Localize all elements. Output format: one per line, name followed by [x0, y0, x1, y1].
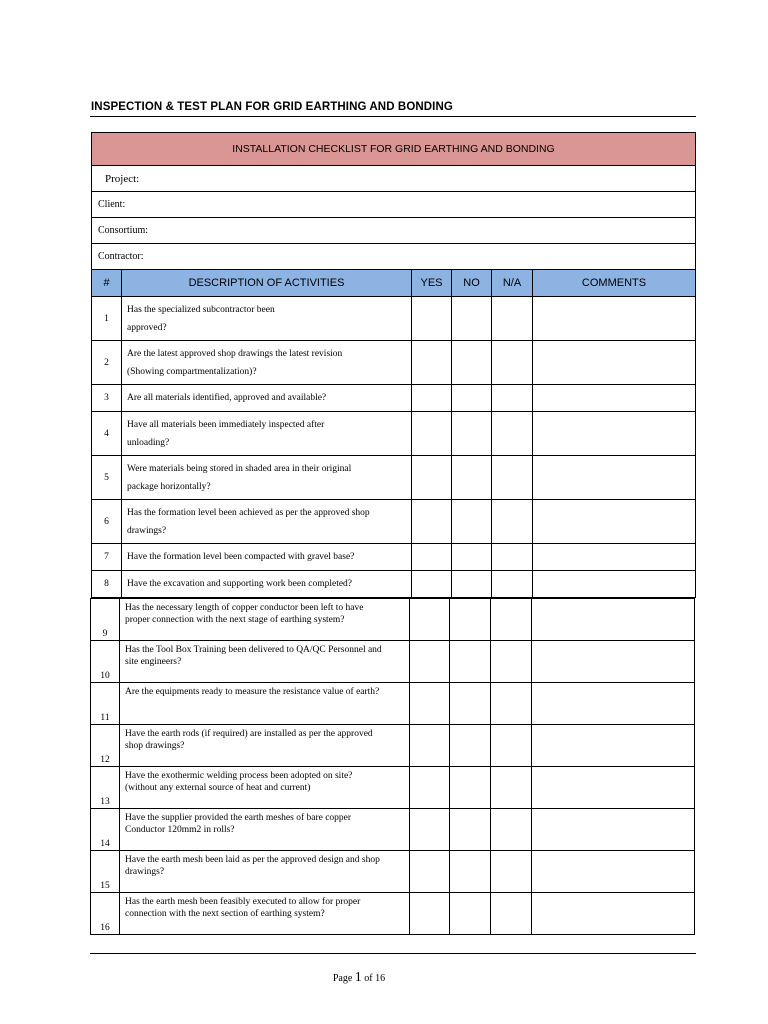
activity-line-2: unloading? — [127, 437, 170, 448]
yes-cell[interactable] — [410, 809, 450, 851]
no-cell[interactable] — [452, 544, 492, 571]
na-cell[interactable] — [492, 571, 533, 598]
activity-line-1: Has the formation level been achieved as per the approved shop — [127, 507, 370, 518]
row-number: 8 — [92, 571, 122, 598]
activity-line-1: Have the supplier provided the earth meshes of bare copper — [125, 813, 352, 823]
checklist-row — [91, 851, 695, 893]
checklist-row — [91, 767, 695, 809]
comments-cell[interactable] — [533, 412, 696, 456]
na-cell[interactable] — [491, 809, 532, 851]
na-cell[interactable] — [491, 767, 532, 809]
row-number: 3 — [92, 385, 122, 412]
checklist-row — [92, 456, 696, 500]
na-cell[interactable] — [491, 641, 532, 683]
no-cell[interactable] — [450, 599, 491, 641]
column-header-row — [92, 270, 696, 297]
checklist-row — [91, 641, 695, 683]
comments-cell[interactable] — [533, 500, 696, 544]
activity-description — [120, 599, 410, 641]
activity-line-1: Have the excavation and supporting work been completed? — [127, 579, 353, 589]
checklist-row — [91, 683, 695, 725]
yes-cell[interactable] — [412, 412, 452, 456]
na-cell[interactable] — [491, 725, 532, 767]
column-header-na: N/A — [492, 270, 533, 297]
checklist-row — [91, 599, 695, 641]
na-cell[interactable] — [492, 500, 533, 544]
activity-line-2: drawings? — [127, 525, 167, 536]
comments-cell[interactable] — [532, 683, 695, 725]
activity-description — [120, 683, 410, 725]
footer-rule — [90, 953, 696, 954]
yes-cell[interactable] — [410, 725, 450, 767]
row-number: 9 — [91, 599, 120, 641]
activity-description — [122, 544, 412, 571]
activity-line-2: site engineers? — [125, 656, 182, 667]
row-number: 7 — [92, 544, 122, 571]
no-cell[interactable] — [452, 500, 492, 544]
activity-line-1: Are all materials identified, approved and available? — [127, 393, 327, 403]
no-cell[interactable] — [452, 456, 492, 500]
row-number: 16 — [91, 893, 120, 935]
page-number — [0, 970, 718, 986]
no-cell[interactable] — [450, 767, 491, 809]
no-cell[interactable] — [452, 412, 492, 456]
yes-cell[interactable] — [412, 500, 452, 544]
activity-line-2: proper connection with the next stage of earthing system? — [125, 614, 345, 625]
column-header-number: # — [92, 270, 122, 297]
no-cell[interactable] — [450, 893, 491, 935]
comments-cell[interactable] — [532, 809, 695, 851]
na-cell[interactable] — [491, 683, 532, 725]
activity-line-1: Were materials being stored in shaded area in their original — [127, 463, 352, 474]
row-number: 13 — [91, 767, 120, 809]
activity-line-1: Have the formation level been compacted with gravel base? — [127, 552, 355, 562]
activity-line-2: Conductor 120mm2 in rolls? — [125, 824, 235, 835]
row-number: 15 — [91, 851, 120, 893]
activity-line-2: (Showing compartmentalization)? — [127, 366, 257, 377]
activity-line-2: shop drawings? — [125, 740, 185, 751]
na-cell[interactable] — [492, 385, 533, 412]
row-number: 10 — [91, 641, 120, 683]
checklist-title-band: INSTALLATION CHECKLIST FOR GRID EARTHING AND BONDING — [92, 133, 696, 166]
no-cell[interactable] — [450, 851, 491, 893]
comments-cell[interactable] — [533, 544, 696, 571]
document-title: INSPECTION & TEST PLAN FOR GRID EARTHING AND BONDING — [91, 101, 453, 113]
activity-line-1: Are the equipments ready to measure the resistance value of earth? — [125, 687, 380, 697]
activity-line-1: Have the earth rods (if required) are installed as per the approved — [125, 729, 373, 739]
activity-line-1: Have the exothermic welding process been adopted on site? — [125, 771, 353, 781]
activity-description — [120, 725, 410, 767]
activity-description — [122, 456, 412, 500]
activity-description — [122, 385, 412, 412]
activity-description — [120, 641, 410, 683]
comments-cell[interactable] — [533, 297, 696, 341]
client-field[interactable]: Client: — [92, 192, 696, 218]
yes-cell[interactable] — [410, 851, 450, 893]
comments-cell[interactable] — [532, 641, 695, 683]
activity-description — [122, 500, 412, 544]
na-cell[interactable] — [491, 851, 532, 893]
yes-cell[interactable] — [412, 456, 452, 500]
title-underline — [90, 116, 696, 117]
yes-cell[interactable] — [410, 683, 450, 725]
no-cell[interactable] — [452, 571, 492, 598]
comments-cell[interactable] — [532, 767, 695, 809]
page-total: of 16 — [364, 973, 386, 984]
no-cell[interactable] — [450, 809, 491, 851]
na-cell[interactable] — [491, 893, 532, 935]
activity-line-1: Are the latest approved shop drawings the latest revision — [127, 348, 343, 359]
activity-line-2: connection with the next section of earthing system? — [125, 908, 325, 919]
checklist-row — [92, 500, 696, 544]
activity-line-2: approved? — [127, 322, 167, 333]
na-cell[interactable] — [492, 544, 533, 571]
project-field[interactable]: Project: — [92, 166, 696, 192]
yes-cell[interactable] — [410, 767, 450, 809]
page-prefix: Page — [332, 973, 353, 984]
yes-cell[interactable] — [410, 641, 450, 683]
activity-description — [120, 767, 410, 809]
activity-description — [122, 341, 412, 385]
activity-line-2: drawings? — [125, 866, 165, 877]
activity-line-1: Has the Tool Box Training been delivered to QA/QC Personnel and — [125, 645, 382, 655]
row-number: 5 — [92, 456, 122, 500]
activity-line-2: (without any external source of heat and current) — [125, 782, 311, 793]
comments-cell[interactable] — [533, 571, 696, 598]
checklist-table-lower — [90, 598, 695, 935]
comments-cell[interactable] — [532, 893, 695, 935]
checklist-row — [91, 809, 695, 851]
checklist-row — [92, 544, 696, 571]
column-header-description: DESCRIPTION OF ACTIVITIES — [122, 270, 412, 297]
no-cell[interactable] — [450, 641, 491, 683]
no-cell[interactable] — [452, 297, 492, 341]
yes-cell[interactable] — [412, 341, 452, 385]
activity-line-1: Has the earth mesh been feasibly executed to allow for proper — [125, 897, 361, 907]
checklist-row — [92, 341, 696, 385]
comments-cell[interactable] — [532, 599, 695, 641]
checklist-table-upper — [91, 132, 696, 598]
na-cell[interactable] — [491, 599, 532, 641]
activity-line-1: Have all materials been immediately inspected after — [127, 419, 325, 430]
checklist-row — [92, 412, 696, 456]
checklist-row — [92, 571, 696, 598]
activity-description — [120, 893, 410, 935]
checklist-row — [91, 725, 695, 767]
comments-cell[interactable] — [533, 456, 696, 500]
no-cell[interactable] — [452, 385, 492, 412]
row-number: 4 — [92, 412, 122, 456]
row-number: 6 — [92, 500, 122, 544]
no-cell[interactable] — [452, 341, 492, 385]
comments-cell[interactable] — [532, 851, 695, 893]
yes-cell[interactable] — [412, 571, 452, 598]
yes-cell[interactable] — [410, 599, 450, 641]
column-header-comments: COMMENTS — [533, 270, 696, 297]
row-number: 2 — [92, 341, 122, 385]
comments-cell[interactable] — [533, 385, 696, 412]
row-number: 11 — [91, 683, 120, 725]
comments-cell[interactable] — [532, 725, 695, 767]
yes-cell[interactable] — [412, 544, 452, 571]
na-cell[interactable] — [492, 412, 533, 456]
row-number: 14 — [91, 809, 120, 851]
row-number: 12 — [91, 725, 120, 767]
consortium-field[interactable]: Consortium: — [92, 218, 696, 244]
row-number: 1 — [92, 297, 122, 341]
activity-description — [120, 809, 410, 851]
checklist-row — [91, 893, 695, 935]
yes-cell[interactable] — [412, 297, 452, 341]
checklist-row — [92, 385, 696, 412]
comments-cell[interactable] — [533, 341, 696, 385]
yes-cell[interactable] — [410, 893, 450, 935]
activity-line-1: Has the necessary length of copper conductor been left to have — [125, 603, 364, 613]
no-cell[interactable] — [450, 725, 491, 767]
activity-line-1: Has the specialized subcontractor been — [127, 304, 275, 315]
page-current: 1 — [354, 970, 362, 985]
column-header-yes: YES — [412, 270, 452, 297]
activity-description — [122, 412, 412, 456]
activity-line-2: package horizontally? — [127, 481, 211, 492]
na-cell[interactable] — [492, 297, 533, 341]
contractor-field[interactable]: Contractor: — [92, 244, 696, 270]
no-cell[interactable] — [450, 683, 491, 725]
activity-description — [120, 851, 410, 893]
activity-line-1: Have the earth mesh been laid as per the approved design and shop — [125, 855, 380, 865]
na-cell[interactable] — [492, 456, 533, 500]
checklist-row — [92, 297, 696, 341]
yes-cell[interactable] — [412, 385, 452, 412]
activity-description — [122, 297, 412, 341]
column-header-no: NO — [452, 270, 492, 297]
activity-description — [122, 571, 412, 598]
na-cell[interactable] — [492, 341, 533, 385]
